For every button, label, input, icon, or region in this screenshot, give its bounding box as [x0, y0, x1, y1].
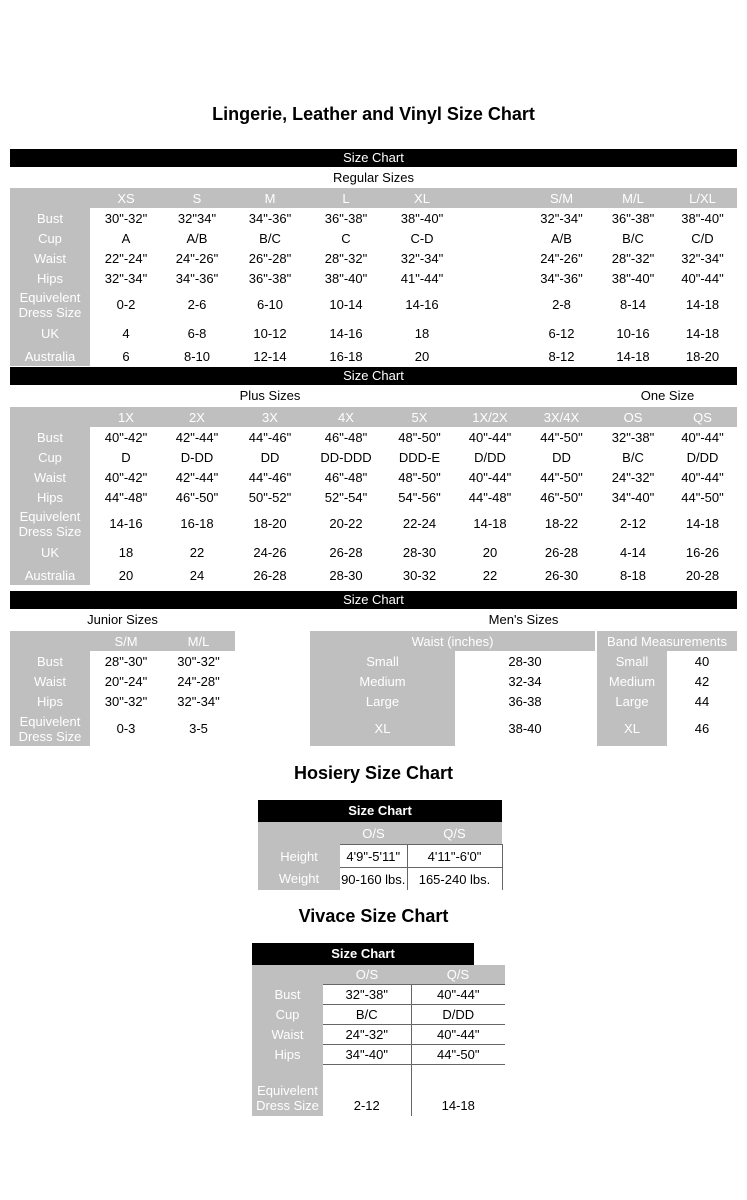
column-header: 1X/2X: [455, 407, 525, 427]
cell-value: 10-16: [598, 321, 668, 346]
table-row: [10, 540, 737, 565]
cell-value: 46"-50": [525, 487, 598, 507]
table-row: [597, 671, 737, 691]
cell-value: 0-3: [90, 711, 162, 746]
cell-value: 16-26: [668, 540, 737, 565]
cell-value: 6-12: [525, 321, 598, 346]
table-row: [310, 651, 595, 671]
cell-value: 32"-34": [384, 248, 460, 268]
row-label: Hips: [252, 1045, 323, 1065]
table-row: [310, 691, 595, 711]
row-label: XL: [597, 711, 667, 746]
cell-value: 2-6: [162, 288, 232, 321]
header-row: [10, 631, 235, 651]
table-row: [597, 691, 737, 711]
mens-waist-table: [310, 631, 595, 746]
row-label: Waist: [10, 467, 90, 487]
column-header: S/M: [525, 188, 598, 208]
cell-value: 4'11"-6'0": [407, 845, 502, 868]
cell-value: 30"-32": [90, 208, 162, 228]
row-label: Medium: [310, 671, 455, 691]
mens-band-table: [597, 631, 737, 746]
corner-cell: [10, 631, 90, 651]
junior-mens-tables: [10, 631, 747, 746]
column-header: Q/S: [411, 965, 505, 985]
cell-value: 18-20: [232, 507, 308, 540]
cell-value: 165-240 lbs.: [407, 868, 502, 891]
column-header: [460, 188, 525, 208]
row-label: Australia: [10, 565, 90, 585]
column-header: S: [162, 188, 232, 208]
cell-value: 34"-40": [323, 1045, 411, 1065]
table-row: [10, 321, 737, 346]
cell-value: [460, 288, 525, 321]
table-row: [252, 1065, 505, 1117]
cell-value: 26-28: [232, 565, 308, 585]
table-row: [10, 487, 737, 507]
cell-value: [460, 208, 525, 228]
column-header: Q/S: [407, 822, 502, 845]
row-label: UK: [10, 540, 90, 565]
row-label: Australia: [10, 346, 90, 366]
cell-value: 24"-26": [162, 248, 232, 268]
regular-sizes-table: [10, 188, 737, 366]
corner-cell: [252, 965, 323, 985]
regular-sizes-body: [10, 208, 737, 366]
cell-value: 14-16: [90, 507, 162, 540]
cell-value: 40"-44": [455, 427, 525, 447]
cell-value: B/C: [232, 228, 308, 248]
cell-value: 40"-42": [90, 427, 162, 447]
row-label: Bust: [10, 651, 90, 671]
corner-cell: [10, 188, 90, 208]
cell-value: 18: [384, 321, 460, 346]
table-row: [252, 1045, 505, 1065]
cell-value: 44"-50": [525, 467, 598, 487]
row-label: Cup: [252, 1005, 323, 1025]
section-label-one-size: One Size: [640, 388, 695, 403]
row-label: Equivelent Dress Size: [10, 507, 90, 540]
row-label: Bust: [10, 427, 90, 447]
cell-value: 44"-48": [455, 487, 525, 507]
cell-value: 28"-32": [308, 248, 384, 268]
cell-value: 14-18: [668, 288, 737, 321]
cell-value: 40: [667, 651, 737, 671]
cell-value: B/C: [598, 447, 668, 467]
row-label: Equivelent Dress Size: [252, 1065, 323, 1117]
column-header: S/M: [90, 631, 162, 651]
cell-value: 42"-44": [162, 427, 232, 447]
cell-value: 20: [455, 540, 525, 565]
column-header: 5X: [384, 407, 455, 427]
column-header: OS: [598, 407, 668, 427]
cell-value: 24-26: [232, 540, 308, 565]
header-row: [258, 822, 502, 845]
row-label: Weight: [258, 868, 340, 891]
table-row: [10, 711, 235, 746]
table-row: [252, 1025, 505, 1045]
row-label: Large: [310, 691, 455, 711]
cell-value: 8-10: [162, 346, 232, 366]
cell-value: 26-28: [525, 540, 598, 565]
table-row: [10, 268, 737, 288]
table-row: [252, 985, 505, 1005]
cell-value: 14-16: [308, 321, 384, 346]
cell-value: 14-18: [668, 507, 737, 540]
table-row: [310, 671, 595, 691]
row-label: Bust: [10, 208, 90, 228]
cell-value: 28-30: [384, 540, 455, 565]
corner-cell: [10, 407, 90, 427]
cell-value: DD: [525, 447, 598, 467]
cell-value: 44"-50": [668, 487, 737, 507]
row-label: Cup: [10, 228, 90, 248]
row-label: Equivelent Dress Size: [10, 711, 90, 746]
cell-value: 28"-32": [598, 248, 668, 268]
size-chart-bar: Size Chart: [252, 943, 474, 965]
cell-value: 44"-46": [232, 467, 308, 487]
cell-value: A/B: [525, 228, 598, 248]
hosiery-title: Hosiery Size Chart: [293, 763, 454, 783]
cell-value: 28"-30": [90, 651, 162, 671]
cell-value: 22"-24": [90, 248, 162, 268]
column-header: 2X: [162, 407, 232, 427]
vivace-table: [252, 965, 505, 1116]
cell-value: 18: [90, 540, 162, 565]
cell-value: C-D: [384, 228, 460, 248]
cell-value: 2-12: [598, 507, 668, 540]
cell-value: 14-18: [668, 321, 737, 346]
cell-value: 6: [90, 346, 162, 366]
header-row: [252, 965, 505, 985]
cell-value: 26-30: [525, 565, 598, 585]
row-label: Small: [597, 651, 667, 671]
cell-value: 8-18: [598, 565, 668, 585]
cell-value: 2-12: [323, 1065, 411, 1117]
column-header: QS: [668, 407, 737, 427]
cell-value: 22: [455, 565, 525, 585]
cell-value: 32-34: [455, 671, 595, 691]
cell-value: 34"-36": [162, 268, 232, 288]
header-row: [10, 188, 737, 208]
page-title: Lingerie, Leather and Vinyl Size Chart: [212, 104, 535, 124]
cell-value: 46: [667, 711, 737, 746]
cell-value: DDD-E: [384, 447, 455, 467]
table-row: [10, 346, 737, 366]
row-label: Height: [258, 845, 340, 868]
header-row: [10, 407, 737, 427]
cell-value: 20-22: [308, 507, 384, 540]
table-row: [10, 565, 737, 585]
cell-value: 46"-48": [308, 467, 384, 487]
row-label: Waist: [10, 248, 90, 268]
table-row: [10, 651, 235, 671]
column-header-band-measurements: Band Measurements: [597, 631, 737, 651]
column-header: 3X: [232, 407, 308, 427]
cell-value: 40"-44": [455, 467, 525, 487]
cell-value: 52"-54": [308, 487, 384, 507]
cell-value: B/C: [598, 228, 668, 248]
cell-value: 6-10: [232, 288, 308, 321]
cell-value: 24"-28": [162, 671, 235, 691]
cell-value: 14-18: [598, 346, 668, 366]
cell-value: 22-24: [384, 507, 455, 540]
vivace-title: Vivace Size Chart: [298, 906, 449, 926]
table-row: [258, 845, 502, 868]
column-header: M/L: [162, 631, 235, 651]
cell-value: 4: [90, 321, 162, 346]
cell-value: D/DD: [455, 447, 525, 467]
cell-value: 54"-56": [384, 487, 455, 507]
corner-cell: [258, 822, 340, 845]
cell-value: [460, 321, 525, 346]
cell-value: A: [90, 228, 162, 248]
cell-value: 28-30: [308, 565, 384, 585]
cell-value: 36"-38": [598, 208, 668, 228]
table-row: [310, 711, 595, 746]
table-row: [597, 711, 737, 746]
cell-value: 4'9"-5'11": [340, 845, 407, 868]
cell-value: 48"-50": [384, 427, 455, 447]
cell-value: B/C: [323, 1005, 411, 1025]
cell-value: 36"-38": [308, 208, 384, 228]
cell-value: 20: [384, 346, 460, 366]
table-row: [10, 691, 235, 711]
cell-value: 20-28: [668, 565, 737, 585]
cell-value: 44"-50": [411, 1045, 505, 1065]
cell-value: 20"-24": [90, 671, 162, 691]
size-chart-bar: Size Chart: [10, 591, 737, 609]
column-header: M: [232, 188, 308, 208]
cell-value: 40"-44": [668, 268, 737, 288]
table-row: [10, 507, 737, 540]
junior-sizes-table: [10, 631, 235, 746]
cell-value: D-DD: [162, 447, 232, 467]
cell-value: [460, 228, 525, 248]
size-chart-bar: Size Chart: [10, 149, 737, 167]
cell-value: 8-14: [598, 288, 668, 321]
cell-value: 32"34": [162, 208, 232, 228]
cell-value: 40"-44": [668, 427, 737, 447]
plus-sizes-table: [10, 407, 737, 585]
cell-value: D: [90, 447, 162, 467]
cell-value: 28-30: [455, 651, 595, 671]
column-header: 4X: [308, 407, 384, 427]
cell-value: 32"-34": [162, 691, 235, 711]
row-label: Hips: [10, 487, 90, 507]
row-label: Cup: [10, 447, 90, 467]
plus-sizes-body: [10, 427, 737, 585]
table-row: [10, 248, 737, 268]
cell-value: 3-5: [162, 711, 235, 746]
table-row: [10, 427, 737, 447]
cell-value: C/D: [668, 228, 737, 248]
table-row: [10, 208, 737, 228]
row-label: Small: [310, 651, 455, 671]
cell-value: DD-DDD: [308, 447, 384, 467]
row-label: Hips: [10, 691, 90, 711]
cell-value: 32"-38": [598, 427, 668, 447]
cell-value: 26-28: [308, 540, 384, 565]
column-header: 3X/4X: [525, 407, 598, 427]
cell-value: 16-18: [308, 346, 384, 366]
cell-value: [460, 346, 525, 366]
cell-value: 2-8: [525, 288, 598, 321]
mens-band-body: [597, 651, 737, 746]
cell-value: 46"-50": [162, 487, 232, 507]
vivace-body: [252, 985, 505, 1117]
cell-value: 42"-44": [162, 467, 232, 487]
cell-value: 38-40: [455, 711, 595, 746]
size-chart-bar: Size Chart: [10, 367, 737, 385]
cell-value: 36"-38": [232, 268, 308, 288]
cell-value: 14-18: [455, 507, 525, 540]
column-header: L/XL: [668, 188, 737, 208]
table-row: [258, 868, 502, 891]
row-label: Medium: [597, 671, 667, 691]
table-row: [10, 467, 737, 487]
cell-value: 30"-32": [162, 651, 235, 671]
cell-value: 6-8: [162, 321, 232, 346]
table-row: [597, 651, 737, 671]
cell-value: [460, 248, 525, 268]
cell-value: 14-16: [384, 288, 460, 321]
table-row: [10, 228, 737, 248]
cell-value: 24"-32": [598, 467, 668, 487]
cell-value: 8-12: [525, 346, 598, 366]
table-row: [10, 447, 737, 467]
section-label-plus-sizes: Plus Sizes: [239, 388, 301, 403]
cell-value: 18-22: [525, 507, 598, 540]
cell-value: 41"-44": [384, 268, 460, 288]
column-header: XL: [384, 188, 460, 208]
cell-value: 14-18: [411, 1065, 505, 1117]
cell-value: 32"-38": [323, 985, 411, 1005]
row-label: Hips: [10, 268, 90, 288]
cell-value: 38"-40": [668, 208, 737, 228]
column-header: O/S: [323, 965, 411, 985]
row-label: Waist: [10, 671, 90, 691]
column-header: L: [308, 188, 384, 208]
junior-mens-labels: [10, 609, 737, 631]
cell-value: D/DD: [668, 447, 737, 467]
row-label: XL: [310, 711, 455, 746]
cell-value: 44"-50": [525, 427, 598, 447]
cell-value: 32"-34": [525, 208, 598, 228]
cell-value: 44"-48": [90, 487, 162, 507]
column-header: XS: [90, 188, 162, 208]
cell-value: 46"-48": [308, 427, 384, 447]
section-label-mens-sizes: Men's Sizes: [488, 612, 559, 627]
mens-waist-body: [310, 651, 595, 746]
hosiery-body: [258, 845, 502, 891]
column-header: 1X: [90, 407, 162, 427]
cell-value: 44: [667, 691, 737, 711]
cell-value: 26"-28": [232, 248, 308, 268]
cell-value: 34"-36": [525, 268, 598, 288]
cell-value: 90-160 lbs.: [340, 868, 407, 891]
hosiery-table: [258, 822, 503, 890]
header-row: [597, 631, 737, 651]
table-row: [10, 671, 235, 691]
cell-value: 38"-40": [384, 208, 460, 228]
cell-value: D/DD: [411, 1005, 505, 1025]
cell-value: 42: [667, 671, 737, 691]
cell-value: 12-14: [232, 346, 308, 366]
junior-sizes-body: [10, 651, 235, 746]
cell-value: 34"-40": [598, 487, 668, 507]
cell-value: 30-32: [384, 565, 455, 585]
cell-value: DD: [232, 447, 308, 467]
cell-value: [460, 268, 525, 288]
cell-value: 36-38: [455, 691, 595, 711]
cell-value: C: [308, 228, 384, 248]
cell-value: 38"-40": [308, 268, 384, 288]
cell-value: 24: [162, 565, 232, 585]
cell-value: A/B: [162, 228, 232, 248]
cell-value: 22: [162, 540, 232, 565]
cell-value: 24"-32": [323, 1025, 411, 1045]
cell-value: 50"-52": [232, 487, 308, 507]
cell-value: 30"-32": [90, 691, 162, 711]
cell-value: 32"-34": [90, 268, 162, 288]
section-label-regular-sizes: Regular Sizes: [333, 170, 414, 185]
plus-one-size-labels: [10, 385, 737, 407]
cell-value: 4-14: [598, 540, 668, 565]
section-label-junior-sizes: Junior Sizes: [87, 612, 158, 627]
header-row: [310, 631, 595, 651]
cell-value: 24"-26": [525, 248, 598, 268]
cell-value: 44"-46": [232, 427, 308, 447]
row-label: Bust: [252, 985, 323, 1005]
cell-value: 18-20: [668, 346, 737, 366]
size-chart-bar: Size Chart: [258, 800, 502, 822]
table-row: [252, 1005, 505, 1025]
column-header-waist-inches: Waist (inches): [310, 631, 595, 651]
cell-value: 34"-36": [232, 208, 308, 228]
cell-value: 20: [90, 565, 162, 585]
row-label: Waist: [252, 1025, 323, 1045]
cell-value: 10-14: [308, 288, 384, 321]
cell-value: 16-18: [162, 507, 232, 540]
cell-value: 0-2: [90, 288, 162, 321]
cell-value: 32"-34": [668, 248, 737, 268]
cell-value: 38"-40": [598, 268, 668, 288]
table-row: [10, 288, 737, 321]
row-label: UK: [10, 321, 90, 346]
row-label: Equivelent Dress Size: [10, 288, 90, 321]
cell-value: 40"-44": [411, 985, 505, 1005]
cell-value: 10-12: [232, 321, 308, 346]
column-header: M/L: [598, 188, 668, 208]
cell-value: 40"-42": [90, 467, 162, 487]
column-header: O/S: [340, 822, 407, 845]
row-label: Large: [597, 691, 667, 711]
cell-value: 40"-44": [668, 467, 737, 487]
cell-value: 48"-50": [384, 467, 455, 487]
cell-value: 40"-44": [411, 1025, 505, 1045]
